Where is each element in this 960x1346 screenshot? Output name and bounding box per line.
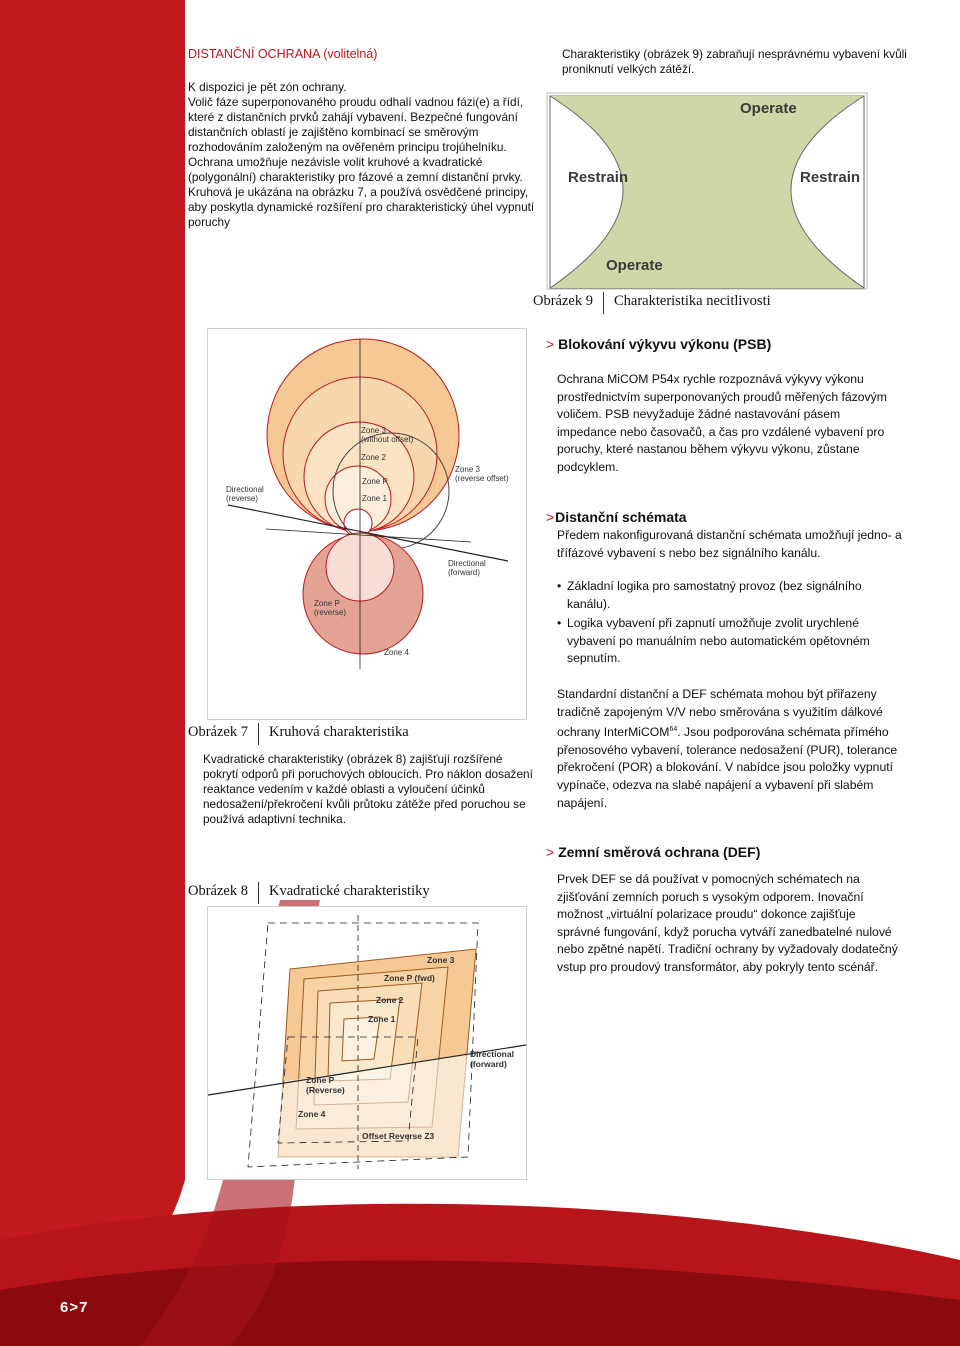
fig7-label: (forward): [448, 568, 481, 577]
fig7-label: (reverse): [314, 608, 347, 617]
figure-9-caption: [533, 292, 771, 314]
psb-heading: [546, 336, 771, 352]
figure-7-caption: [188, 723, 409, 745]
heading-text: Distanční schémata: [555, 509, 687, 525]
fig8-label: Zone 1: [368, 1014, 396, 1024]
figure-9: [546, 92, 868, 290]
psb-body: Ochrana MiCOM P54x rychle rozpoznává výkyvy výkonu prostřednictvím superponovaných proudů měřených fázovým voličem. PSB nevyžaduje žádné nastavování pásem impedance nebo časovačů, a čas pro vzdálené vybavení pro poruchy, které nastanou během výkyvu výkonu, zůstane podcyklem.: [557, 372, 887, 474]
quad-text: Kvadratické charakteristiky (obrázek 8) zajišťují rozšířené pokrytí odporů při poruchových obloucích. Pro náklon dosažení reaktance vedením v každé oblasti a vyloučení účinků nedosažení/překročení kvůli průtoku zátěže před poruchou se používá adaptivní technika.: [203, 752, 533, 826]
page-number: 6>7: [60, 1299, 89, 1316]
figure-8: [207, 906, 527, 1180]
circular-characteristic-diagram: [208, 329, 526, 719]
fig7-label: Zone P: [362, 477, 388, 486]
fig7-label: Directional: [226, 485, 264, 494]
figure-caption-text: Kvadratické charakteristiky: [268, 883, 430, 899]
fig8-label: Zone 2: [376, 995, 404, 1005]
fig9-label-operate-bottom: Operate: [606, 257, 663, 274]
fig8-label: Zone 4: [298, 1109, 326, 1119]
fig7-label: Zone 3: [361, 426, 386, 435]
figure-7: [207, 328, 527, 720]
list-item: • Základní logika pro samostatný provoz (bez signálního kanálu).: [557, 578, 897, 613]
heading-text: Blokování výkyvu výkonu (PSB): [558, 336, 772, 352]
list-item: • Logika vybavení při zapnutí umožňuje zvolit urychlené vybavení po manuálním nebo automatickém opětovném sepnutím.: [557, 615, 897, 668]
schemes-heading: [546, 509, 687, 525]
fig7-label: Zone 3: [455, 465, 480, 474]
intro-text: K dispozici je pět zón ochrany.: [188, 80, 347, 94]
figure-number: Obrázek 7: [188, 723, 259, 745]
quadrilateral-characteristic-diagram: [208, 907, 526, 1179]
heading-marker: >: [546, 509, 555, 525]
fig8-label: Directional: [470, 1049, 514, 1059]
fig8-label: Zone P: [306, 1075, 335, 1085]
fig9-label-restrain-right: Restrain: [800, 169, 861, 186]
schemes-bullet-list: [557, 578, 897, 668]
load-blinder-diagram: [546, 92, 868, 290]
fig9-label-restrain-left: Restrain: [568, 169, 629, 186]
fig7-label: (without offset): [361, 435, 414, 444]
schemes-text-a: Standardní distanční a DEF schémata mohou být přiřazeny tradičně zapojeným V/V nebo směrována s využitím dálkové ochrany InterMiCOM: [557, 687, 883, 740]
heading-text: Zemní směrová ochrana (DEF): [558, 844, 761, 860]
fig9-intro: Charakteristiky (obrázek 9) zabraňují nesprávnému vybavení kvůli proniknutí velkých zátěží.: [562, 47, 907, 76]
figure-caption-text: Charakteristika necitlivosti: [613, 293, 771, 309]
heading-marker: >: [546, 844, 555, 860]
figure-number: Obrázek 8: [188, 882, 259, 904]
fig8-label: Offset Reverse Z3: [362, 1131, 435, 1141]
schemes-text-b: . Jsou podporována schémata přímého přenosového vybavení, tolerance nedosažení (PUR), tolerance překročení (POR) a blokování. V nabídce jsou položky vypnutí vypínače, odezva na slabé napájení a vybavení při slabém napájení.: [557, 725, 898, 810]
figure-8-caption: [188, 882, 430, 904]
fig8-label: Zone P (fwd): [384, 973, 435, 983]
section-title: DISTANČNÍ OCHRANA (volitelná): [188, 47, 378, 61]
figure-number: Obrázek 9: [533, 292, 604, 314]
fig7-label: Zone 1: [362, 494, 387, 503]
fig7-label: (reverse offset): [455, 474, 509, 483]
fig8-label: (forward): [470, 1059, 507, 1069]
figure-caption-text: Kruhová charakteristika: [268, 724, 409, 740]
superscript: 64: [669, 726, 678, 734]
def-heading: [546, 844, 760, 860]
schemes-intro: Předem nakonfigurovaná distanční schémata umožňují jedno- a třífázové vybavení s nebo bez signálního kanálu.: [557, 528, 902, 560]
body-text: Volič fáze superponovaného proudu odhalí vadnou fázi(e) a řídí, které z distančních prvků zahájí vybavení. Bezpečné fungování distančních oblastí je zajištěno kombinací se směrovým rozhodováním založeným na ověřeném principu trojúhelníku. Ochrana umožňuje nezávisle volit kruhové a kvadratické (polygonální) charakteristiky pro fázové a zemní distanční prvky. Kruhová je ukázána na obrázku 7, a používá osvědčené principy, aby poskytla dynamické rozšíření pro charakteristický úhel vypnutí poruchy: [188, 95, 535, 229]
fig7-label: Zone 4: [384, 648, 409, 657]
heading-marker: >: [546, 336, 555, 352]
fig8-label: Zone 3: [427, 955, 455, 965]
fig7-label: Zone 2: [361, 453, 386, 462]
fig9-label-operate-top: Operate: [740, 100, 797, 117]
fig7-label: Directional: [448, 559, 486, 568]
fig7-label: (reverse): [226, 494, 259, 503]
def-body: Prvek DEF se dá používat v pomocných schématech na zjišťování zemních poruch s vysokým odporem. Inovační možnost „virtuální polarizace proudu“ dokonce zajišťuje správné fungování, když porucha vytváří zanedbatelné nulové nebo zpětné napětí. Tradiční ochrany by vyžadovaly dodatečný vstup pro proudový transformátor, aby pokryly tento scénář.: [557, 872, 898, 974]
fig8-label: (Reverse): [306, 1085, 345, 1095]
schemes-paragraph: [557, 686, 907, 812]
fig7-label: Zone P: [314, 599, 340, 608]
